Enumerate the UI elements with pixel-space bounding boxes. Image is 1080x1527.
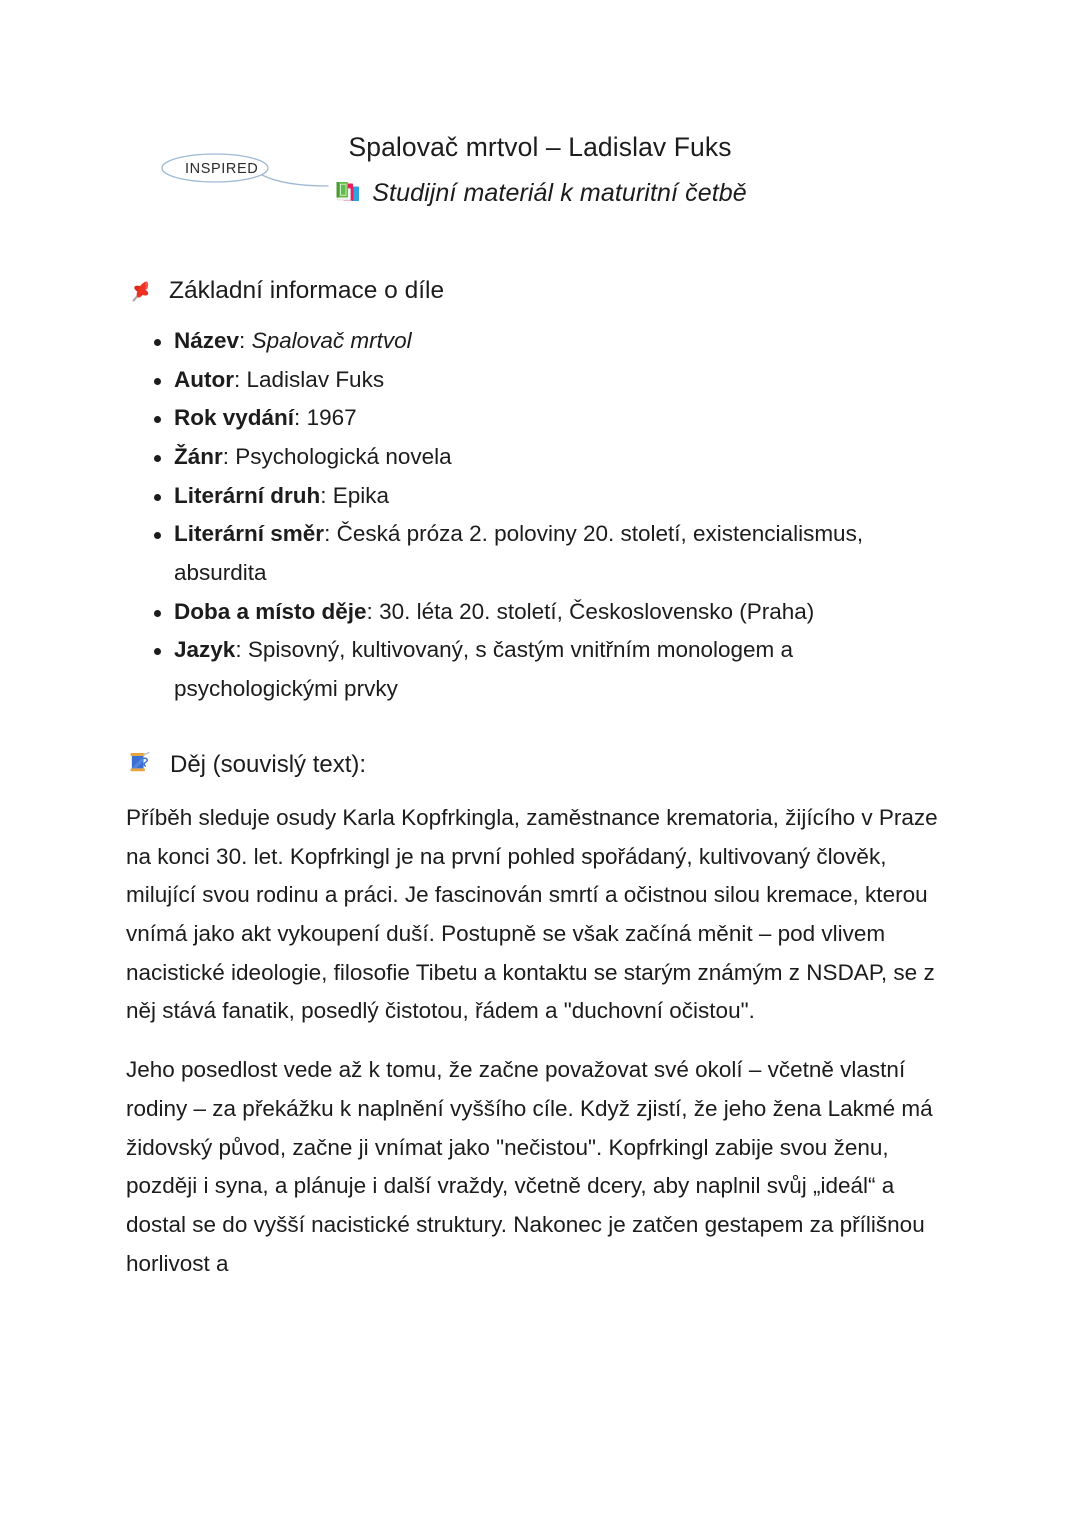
item-separator: : [320,482,333,508]
books-icon [333,178,363,208]
item-value: Spisovný, kultivovaný, s častým vnitřním monologem a psychologickými prvky [174,637,794,702]
watermark-label: INSPIRED [185,161,259,177]
item-separator: : [294,405,307,431]
item-label: Název [174,327,240,353]
section-heading-label: Děj (souvislý text): [170,750,367,778]
document-content [126,275,956,1283]
list-item [126,631,956,708]
title-block [0,131,1080,208]
item-value: 1967 [306,405,357,431]
item-separator: : [239,327,252,353]
item-label: Jazyk [174,637,236,663]
page-subtitle: Studijní materiál k maturitní četbě [372,178,747,207]
basic-info-list [126,322,956,709]
list-item [126,361,956,400]
item-separator: : [366,598,380,624]
item-separator: : [235,637,248,663]
subtitle-row [0,178,1080,208]
thread-spool-icon [126,749,153,776]
item-value: Psychologická novela [235,443,452,469]
item-label: Doba a místo děje [174,598,367,624]
plot-paragraph: Příběh sleduje osudy Karla Kopfrkingla, zaměstnance krematoria, žijícího v Praze na konci 30. let. Kopfrkingl je na první pohled spořádaný, kultivovaný člověk, milující svou rodinu a práci. Je fascinován smrtí a očistnou silou kremace, kterou vnímá jako akt vykoupení duší. Postupně se však začíná měnit – pod vlivem nacistické ideologie, filosofie Tibetu a kontaktu se starým známým z NSDAP, se z něj stává fanatik, posedlý čistotou, řádem a "duchovní očistou". [126,805,938,1024]
list-item [126,399,956,438]
section-heading-label: Základní informace o díle [169,277,445,304]
item-label: Autor [174,366,234,392]
item-value: Epika [332,482,390,508]
item-label: Literární směr [174,521,325,547]
list-item [126,593,956,632]
page-title: Spalovač mrtvol – Ladislav Fuks [348,132,732,162]
item-value: 30. léta 20. století, Československo (Praha) [379,598,815,624]
list-item [126,438,956,477]
pushpin-icon [126,275,156,305]
item-separator: : [222,443,236,469]
list-item [126,477,956,516]
item-separator: : [324,521,337,547]
item-label: Žánr [174,443,223,469]
plot-paragraph: Jeho posedlost vede až k tomu, že začne považovat své okolí – včetně vlastní rodiny – za překážku k naplnění vyššího cíle. Když zjistí, že jeho žena Lakmé má židovský původ, začne ji vnímat jako "nečistou". Kopfrkingl zabije svou ženu, později i syna, a plánuje i další vraždy, včetně dcery, aby naplnil svůj „ideál“ a dostal se do vyšší nacistické struktury. Nakonec je zatčen gestapem za přílišnou horlivost a [126,1057,933,1276]
list-item [126,322,956,361]
item-separator: : [234,366,247,392]
item-label: Rok vydání [174,405,295,431]
section-heading-plot [126,749,956,779]
section-heading-basic-info [126,275,956,306]
item-value: Spalovač mrtvol [251,327,412,353]
item-value: Česká próza 2. poloviny 20. století, existencialismus, absurdita [174,521,864,585]
list-item [126,515,956,592]
item-label: Literární druh [174,482,321,508]
item-value: Ladislav Fuks [246,366,385,392]
